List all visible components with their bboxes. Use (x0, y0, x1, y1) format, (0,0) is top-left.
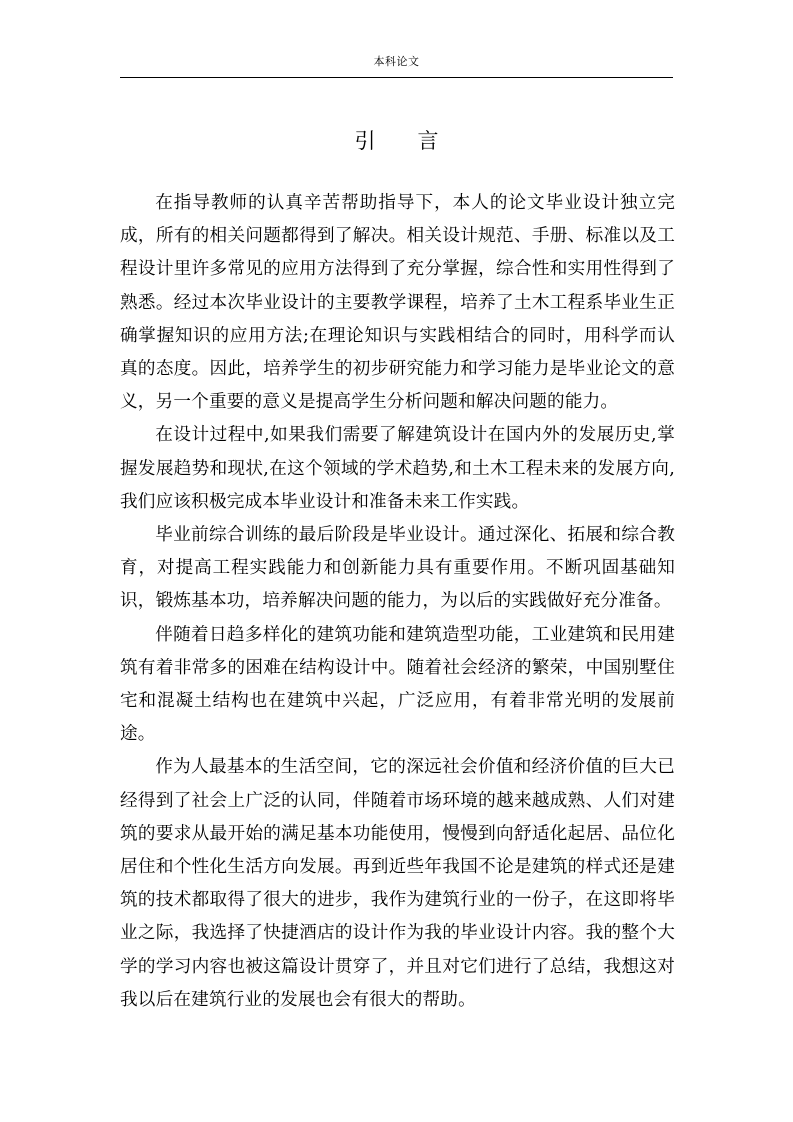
chapter-title: 引言 (354, 129, 481, 153)
paragraph: 毕业前综合训练的最后阶段是毕业设计。通过深化、拓展和综合教育，对提高工程实践能力和创新能力具有重要作用。不断巩固基础知识，锻炼基本功，培养解决问题的能力，为以后的实践做好充分准备。 (120, 525, 675, 612)
body-text (120, 187, 675, 1017)
paragraph: 伴随着日趋多样化的建筑功能和建筑造型功能，工业建筑和民用建筑有着非常多的困难在结构设计中。随着社会经济的繁荣，中国别墅住宅和混凝土结构也在建筑中兴起，广泛应用，有着非常光明的发展前途。 (120, 624, 675, 745)
paragraph: 作为人最基本的生活空间，它的深远社会价值和经济价值的巨大已经得到了社会上广泛的认同，伴随着市场环境的越来越成熟、人们对建筑的要求从最开始的满足基本功能使用，慢慢到向舒适化起居、品位化居住和个性化生活方向发展。再到近些年我国不论是建筑的样式还是建筑的技术都取得了很大的进步，我作为建筑行业的一份子，在这即将毕业之际，我选择了快捷酒店的设计作为我的毕业设计内容。我的整个大学的学习内容也被这篇设计贯穿了，并且对它们进行了总结，我想这对我以后在建筑行业的发展也会有很大的帮助。 (120, 757, 675, 1010)
header-rule (120, 77, 673, 78)
paragraph: 在设计过程中,如果我们需要了解建筑设计在国内外的发展历史,掌握发展趋势和现状,在这个领域的学术趋势,和土木工程未来的发展方向,我们应该积极完成本毕业设计和准备未来工作实践。 (120, 425, 675, 512)
paragraph: 在指导教师的认真辛苦帮助指导下，本人的论文毕业设计独立完成，所有的相关问题都得到了解决。相关设计规范、手册、标准以及工程设计里许多常见的应用方法得到了充分掌握，综合性和实用性得到了熟悉。经过本次毕业设计的主要教学课程，培养了土木工程系毕业生正确掌握知识的应用方法;在理论知识与实践相结合的同时，用科学而认真的态度。因此，培养学生的初步研究能力和学习能力是毕业论文的意义，另一个重要的意义是提高学生分析问题和解决问题的能力。 (120, 193, 675, 413)
running-header: 本科论文 (373, 55, 420, 68)
